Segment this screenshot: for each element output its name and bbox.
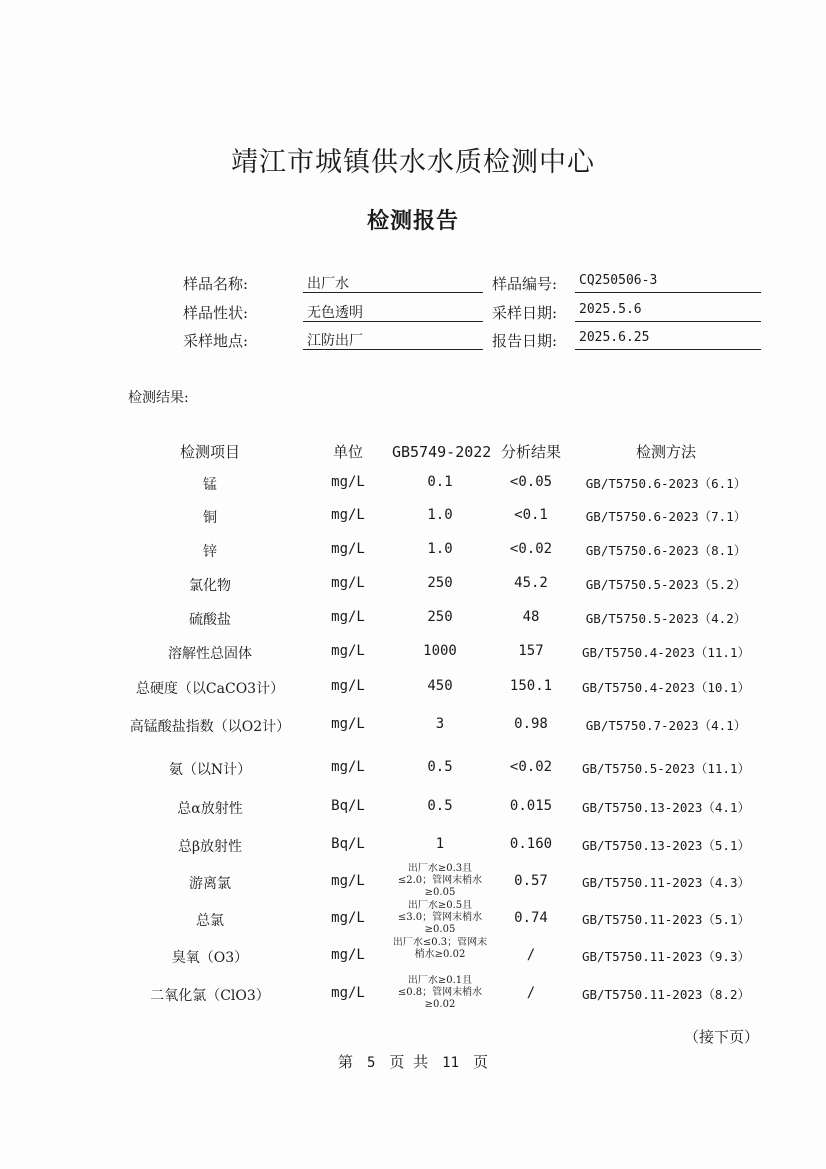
cell-result: 45.2 — [514, 575, 548, 591]
cell-method: GB/T5750.5-2023（5.2） — [585, 577, 747, 592]
cell-unit: mg/L — [331, 910, 365, 926]
cell-unit: mg/L — [331, 643, 365, 659]
cell-result: 150.1 — [509, 678, 553, 694]
cell-limit: 出厂水≥0.3且≤2.0；管网末梢水≥0.05 — [397, 863, 483, 898]
cell-result: 0.160 — [509, 836, 553, 852]
cell-method: GB/T5750.5-2023（4.2） — [585, 611, 747, 626]
cell-unit: mg/L — [331, 474, 365, 490]
cell-limit: 1 — [435, 836, 445, 852]
report-date-label: 报告日期: — [492, 332, 558, 350]
cell-result: 0.74 — [514, 910, 548, 926]
sampling-date-label: 采样日期: — [492, 304, 558, 322]
cell-item: 臭氧（O3） — [171, 950, 249, 966]
cell-result: 48 — [522, 609, 540, 625]
cell-unit: mg/L — [331, 873, 365, 889]
cell-result: 0.57 — [514, 873, 548, 889]
cell-method: GB/T5750.11-2023（8.2） — [582, 987, 750, 1002]
cell-item: 二氧化氯（ClO3） — [150, 988, 270, 1004]
header-unit: 单位 — [332, 443, 363, 461]
report-date-value: 2025.6.25 — [575, 330, 761, 350]
cell-item: 总α放射性 — [177, 801, 243, 817]
cell-limit: 出厂水≤0.3；管网末梢水≥0.02 — [392, 937, 488, 960]
cell-unit: mg/L — [331, 716, 365, 732]
cell-result: 0.015 — [509, 798, 553, 814]
cell-item: 游离氯 — [189, 876, 231, 892]
header-method: 检测方法 — [635, 443, 696, 461]
cell-limit: 250 — [427, 609, 453, 625]
cell-limit: 250 — [427, 575, 453, 591]
cell-unit: Bq/L — [331, 798, 365, 814]
cell-method: GB/T5750.6-2023（7.1） — [585, 509, 747, 524]
sample-name-label: 样品名称: — [183, 275, 249, 293]
cell-item: 锰 — [203, 477, 217, 493]
cell-item: 锌 — [203, 544, 217, 560]
sample-id-label: 样品编号: — [492, 275, 558, 293]
page-mid: 页 共 — [389, 1053, 429, 1071]
cell-limit: 1.0 — [427, 507, 453, 523]
sampling-date-value: 2025.5.6 — [575, 302, 761, 322]
cell-limit: 0.1 — [427, 474, 453, 490]
cell-unit: mg/L — [331, 609, 365, 625]
cell-result: <0.1 — [514, 507, 548, 523]
cell-unit: mg/L — [331, 541, 365, 557]
cell-method: GB/T5750.13-2023（5.1） — [582, 838, 750, 853]
cell-limit: 3 — [435, 716, 445, 732]
sampling-site-value: 江防出厂 — [303, 330, 483, 350]
cell-limit: 1000 — [423, 643, 457, 659]
cell-method: GB/T5750.5-2023（11.1） — [582, 761, 750, 776]
cell-result: <0.02 — [509, 541, 553, 557]
cell-method: GB/T5750.4-2023（10.1） — [582, 680, 750, 695]
cell-unit: Bq/L — [331, 836, 365, 852]
page-indicator — [0, 1051, 826, 1072]
cell-method: GB/T5750.4-2023（11.1） — [582, 645, 750, 660]
cell-item: 总硬度（以CaCO3计） — [135, 681, 285, 697]
cell-result: <0.05 — [509, 474, 553, 490]
page-prefix: 第 — [337, 1053, 353, 1071]
report-title: 检测报告 — [366, 208, 459, 234]
cell-limit: 出厂水≥0.1且≤0.8；管网末梢水≥0.02 — [397, 975, 483, 1010]
cell-limit: 0.5 — [427, 759, 453, 775]
header-result: 分析结果 — [500, 443, 561, 461]
cell-method: GB/T5750.11-2023（4.3） — [582, 875, 750, 890]
cell-unit: mg/L — [331, 759, 365, 775]
cell-item: 总氯 — [196, 913, 224, 929]
cell-unit: mg/L — [331, 507, 365, 523]
cell-limit: 0.5 — [427, 798, 453, 814]
sample-id-value: CQ250506-3 — [575, 273, 761, 293]
sample-name-value: 出厂水 — [303, 273, 483, 293]
header-item: 检测项目 — [179, 443, 240, 461]
cell-method: GB/T5750.11-2023（9.3） — [582, 949, 750, 964]
cell-item: 溶解性总固体 — [168, 646, 252, 662]
results-label: 检测结果: — [128, 390, 189, 406]
header-standard: GB5749-2022 — [392, 443, 492, 461]
cell-method: GB/T5750.6-2023（8.1） — [585, 543, 747, 558]
sample-state-label: 样品性状: — [183, 304, 249, 322]
cell-unit: mg/L — [331, 985, 365, 1001]
cell-limit: 1.0 — [427, 541, 453, 557]
cell-unit: mg/L — [331, 678, 365, 694]
cell-item: 氯化物 — [189, 578, 231, 594]
cell-item: 硫酸盐 — [189, 612, 231, 628]
cell-result: <0.02 — [509, 759, 553, 775]
cell-limit: 出厂水≥0.5且≤3.0；管网末梢水≥0.05 — [397, 900, 483, 935]
cell-method: GB/T5750.6-2023（6.1） — [585, 476, 747, 491]
cell-result: 0.98 — [514, 716, 548, 732]
cell-limit: 450 — [427, 678, 453, 694]
cell-item: 高锰酸盐指数（以O2计） — [129, 719, 291, 735]
cell-result: / — [526, 985, 536, 1001]
cell-method: GB/T5750.7-2023（4.1） — [585, 718, 747, 733]
cell-result: 157 — [518, 643, 544, 659]
cell-unit: mg/L — [331, 947, 365, 963]
cell-item: 氨（以N计） — [168, 762, 252, 778]
cell-method: GB/T5750.13-2023（4.1） — [582, 800, 750, 815]
sample-state-value: 无色透明 — [303, 302, 483, 322]
page-current: 5 — [366, 1055, 376, 1071]
cell-item: 总β放射性 — [177, 839, 243, 855]
page-total: 11 — [442, 1055, 460, 1071]
continue-note: （接下页） — [684, 1028, 760, 1046]
organization-title: 靖江市城镇供水水质检测中心 — [231, 147, 595, 178]
page-suffix: 页 — [473, 1053, 489, 1071]
cell-result: / — [526, 947, 536, 963]
cell-method: GB/T5750.11-2023（5.1） — [582, 912, 750, 927]
cell-unit: mg/L — [331, 575, 365, 591]
sampling-site-label: 采样地点: — [183, 332, 249, 350]
cell-item: 铜 — [203, 510, 217, 526]
